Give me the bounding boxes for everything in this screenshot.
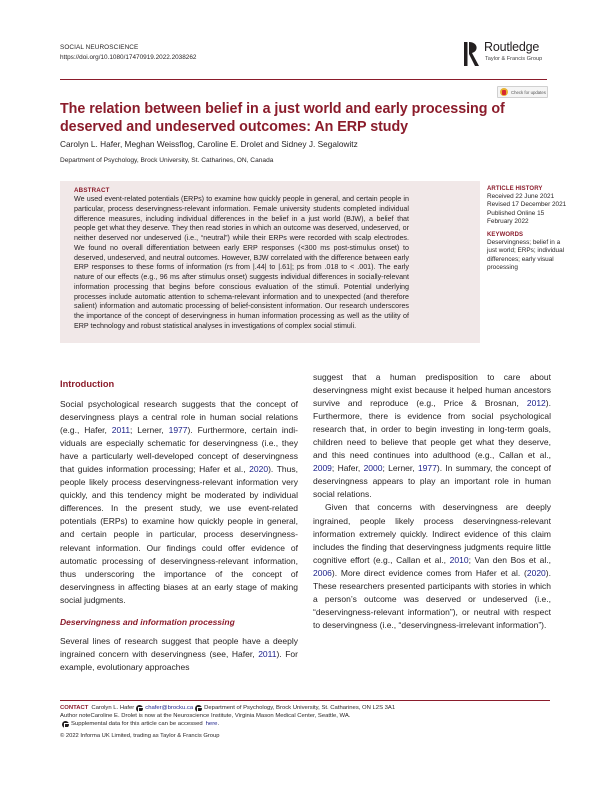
text-span: ). Furthermore, certain individuals are especially schematic for deservingness (i.e., they have a particularly well-developed concept of deservingness that guides information processing; Hafer et al., (60, 425, 298, 475)
body-column-right (313, 371, 551, 632)
author-list: Carolyn L. Hafer, Meghan Weissflog, Caroline E. Drolet and Sidney J. Segalowitz (60, 139, 358, 149)
text-span: ; Lerner, (382, 463, 418, 474)
contact-label: CONTACT (60, 705, 89, 711)
text-span: suggest that a human predisposition to care about deservingness might exist because it helped human ancestors survive and reproduce (e.g., Price & Brosnan, (313, 372, 551, 409)
citation-link[interactable]: 1977 (168, 425, 188, 436)
article-history-label: ARTICLE HISTORY (487, 186, 543, 192)
routledge-r-icon (464, 40, 480, 68)
text-span: ). Furthermore, there is evidence from social psychological research that, in order to begin investing in long-term goals, children need to believe that people get what they deserve, and this need continues into adulthood (e.g., Callan et al., (313, 398, 551, 461)
copyright: © 2022 Informa UK Limited, trading as Taylor & Francis Group (60, 732, 220, 739)
email-icon (136, 705, 143, 712)
subsection-paragraph-continued (313, 371, 551, 501)
text-span: ; Lerner, (130, 425, 169, 436)
supplemental-end: . (217, 721, 220, 728)
journal-name: SOCIAL NEUROSCIENCE (60, 44, 139, 51)
affiliation: Department of Psychology, Brock University, St. Catharines, ON, Canada (60, 157, 274, 164)
abstract-text: We used event-related potentials (ERPs) to examine how quickly people in general, and certain people in particular, process deservingness-relevant information. Female university students completed individual difference measures, including individual differences in the belief in a just world (BJW), a belief that people get what they deserve. They then read stories in which an outcome was deserved, undeserved, or neither deserved nor undeserved (i.e., “neutral”) while their ERPs were recorded with scalp electrodes. We found no overall differentiation between early ERP responses (<300 ms post-stimulus onset) to deserved, undeserved, and neutral outcomes. However, BJW correlated with the difference between early ERP responses to these forms of information (rs from |.44| to |.61|; ps from .018 to < .001). The early nature of our effects (e.g., 96 ms after stimulus onset) suggests individual differences in socially-relevant information processing that begins before conscious evaluation of the stimuli. Potential underlying processes include automatic attention to schema-relevant information and to unexpected (and therefore salient) information and automatic processing of belief-consistent information. Our research underscores the importance of the concept of deservingness in human information processing as well as the utility of ERP technology and robust statistical analyses in investigations of complex social stimuli. (74, 195, 409, 330)
citation-link[interactable]: 1977 (417, 463, 437, 474)
intro-paragraph (60, 398, 298, 607)
abstract-box (60, 181, 480, 343)
text-span: Several lines of research suggest that people have a deeply ingrained concern with deservingness (see, Hafer, (60, 635, 298, 659)
citation-link[interactable]: 2011 (111, 425, 131, 436)
citation-link[interactable]: 2020 (249, 464, 269, 475)
address-icon (195, 705, 202, 712)
subsection-paragraph (60, 635, 298, 674)
citation-link[interactable]: 2009 (313, 463, 332, 474)
publisher-name: Routledge (484, 40, 540, 54)
check-for-updates-label: Check for updates (511, 89, 546, 95)
crossmark-icon (500, 88, 508, 96)
text-span: Social psychological research suggests that the concept of deservingness plays a central role in human social relations (e.g., Hafer, (60, 399, 298, 436)
contact-address: Department of Psychology, Brock University, St. Catharines, ON L2S 3A1 (204, 705, 396, 711)
text-span: ; Van den Bos et al., (468, 554, 552, 565)
supplemental-icon (62, 721, 69, 728)
footer-divider (60, 700, 550, 701)
abstract-label: ABSTRACT (74, 187, 110, 194)
text-span: ). In summary, the concept of deservingness appears to play an important role in human social relations. (313, 463, 551, 500)
text-span: ). More direct evidence comes from Hafer et al. ( (331, 567, 527, 578)
contact-name: Carolyn L. Hafer (91, 705, 135, 711)
citation-link[interactable]: 2000 (363, 463, 383, 474)
article-title: The relation between belief in a just world and early processing of deserved and undeserved outcomes: An ERP study (60, 101, 505, 135)
supplemental-text: Supplemental data for this article can be accessed (71, 721, 203, 728)
supplemental-line (60, 720, 560, 728)
introduction-heading: Introduction (60, 379, 115, 389)
citation-link[interactable]: 2012 (526, 398, 546, 409)
article-info-sidebar (487, 185, 567, 272)
author-note: Author noteCaroline E. Drolet is now at the Neuroscience Institute, Virginia Mason Medical Center, Seattle, WA. (60, 713, 351, 720)
text-span: ). These researchers presented participants with stories in which a person’s outcome was deserved or undeserved (i.e., “deservingness-relevant information”), or neutral with respect to deservingness (i.e., “deservingness-irrelevant information”). (313, 567, 551, 630)
contact-email-link[interactable]: chafer@brocku.ca (145, 705, 194, 711)
citation-link[interactable]: 2010 (449, 554, 469, 565)
text-span: ). Thus, people likely process deservingness-relevant information very quickly, and this tendency might be moderated by individual differences. In the present study, we use event-related potentials (ERPs) to examine how quickly people in general, and certain people in particular, process deservingness-relevant information. Our findings could offer evidence of automatic processing of deservingness-relevant information, thus underscoring the importance of the concept of deservingness in affecting biases at an early stage of making social judgments. (60, 464, 298, 605)
subsection-heading: Deservingness and information processing (60, 616, 235, 627)
header-divider (60, 79, 547, 80)
revised-date: Revised 17 December 2021 (487, 201, 567, 209)
check-for-updates-button[interactable] (497, 86, 548, 98)
body-paragraph (313, 501, 551, 631)
citation-link[interactable]: 2006 (313, 567, 332, 578)
article-footer (60, 704, 560, 740)
supplemental-link[interactable]: here (205, 721, 218, 728)
received-date: Received 22 June 2021 (487, 193, 555, 200)
body-column-left (60, 378, 298, 674)
text-span: Given that concerns with deservingness are deeply ingrained, people likely process deservingness-relevant information extremely quickly. Indirect evidence of this claim includes the finding that deservingness judgments require little cognitive effort (e.g., Callan et al., (313, 502, 551, 565)
text-span: ). For example, evolutionary approaches (60, 648, 298, 672)
contact-line (60, 704, 560, 712)
publisher-logo (464, 40, 554, 70)
text-span: ; Hafer, (331, 463, 364, 474)
keywords-label: KEYWORDS (487, 232, 524, 239)
published-date: Published Online 15 February 2022 (487, 209, 545, 225)
citation-link[interactable]: 2020 (526, 567, 546, 578)
publisher-group: Taylor & Francis Group (485, 56, 543, 62)
doi-link[interactable]: https://doi.org/10.1080/17470919.2022.2038262 (60, 54, 197, 61)
citation-link[interactable]: 2011 (258, 648, 277, 659)
keywords-list: Deservingness; belief in a just world; ERPs; individual differences; early visual processing (487, 239, 565, 272)
